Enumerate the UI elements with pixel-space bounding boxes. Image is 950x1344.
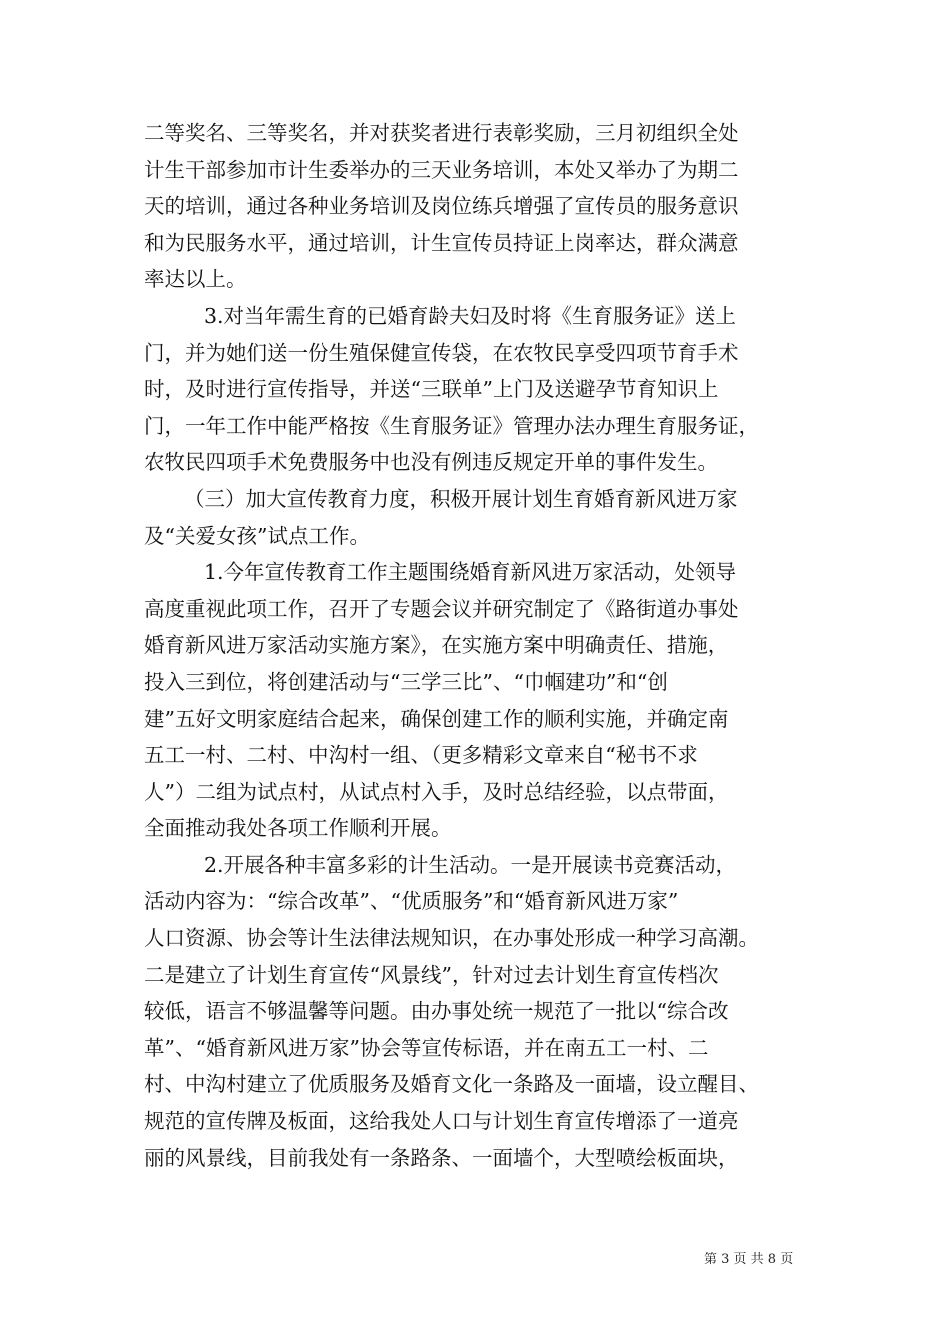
text-line-5: 率达以上。 [144,267,247,292]
text-line-28: 规范的宣传牌及板面，这给我处人口与计划生育宣传增添了一道亮 [144,1109,739,1134]
text-line-22: 活动内容为：“综合改革”、“优质服务”和“婚育新风进万家” [144,889,679,914]
text-line-1: 二等奖名、三等奖名，并对获奖者进行表彰奖励，三月初组织全处 [144,121,739,145]
text-line-9: 门，一年工作中能严格按《生育服务证》管理办法办理生育服务证， [144,413,759,438]
text-line-3: 天的培训，通过各种业务培训及岗位练兵增强了宣传员的服务意识 [144,194,739,219]
section-heading-3: （三）加大宣传教育力度，积极开展计划生育婚育新风进万家 [184,486,738,511]
text-line-24: 二是建立了计划生育宣传“风景线”，针对过去计划生育宣传档次 [144,962,719,987]
text-line-8: 时，及时进行宣传指导，并送“三联单”上门及送避孕节育知识上 [144,377,719,402]
text-line-14: 高度重视此项工作，召开了专题会议并研究制定了《路街道办事处 [144,596,739,621]
text-line-6: 3.对当年需生育的已婚育龄夫妇及时将《生育服务证》送上 [204,303,737,328]
text-line-26: 革”、“婚育新风进万家”协会等宣传标语，并在南五工一村、二 [144,1035,709,1060]
text-line-16: 投入三到位，将创建活动与“三学三比”、“巾帼建功”和“创 [144,669,668,694]
document-body [144,115,806,1176]
text-line-20: 全面推动我处各项工作顺利开展。 [144,816,452,841]
page-number: 第 3 页 共 8 页 [704,1252,794,1267]
text-line-2: 计生干部参加市计生委举办的三天业务培训，本处又举办了为期二 [144,157,739,182]
text-line-19: 人”）二组为试点村，从试点村入手，及时总结经验，以点带面， [144,779,729,804]
text-line-25: 较低，语言不够温馨等问题。由办事处统一规范了一批以“综合改 [144,999,729,1024]
text-line-29: 丽的风景线，目前我处有一条路条、一面墙个，大型喷绘板面块， [144,1145,739,1170]
text-line-18: 五工一村、二村、中沟村一组、（更多精彩文章来自“秘书不求 [144,743,698,768]
text-line-17: 建”五好文明家庭结合起来，确保创建工作的顺利实施，并确定南 [144,706,729,731]
text-line-12: 及“关爱女孩”试点工作。 [144,523,370,548]
text-line-23: 人口资源、协会等计生法律法规知识，在办事处形成一种学习高潮。 [144,926,759,951]
text-line-4: 和为民服务水平，通过培训，计生宣传员持证上岗率达，群众满意 [144,230,739,255]
text-line-7: 门，并为她们送一份生殖保健宣传袋，在农牧民享受四项节育手术 [144,340,739,365]
text-line-10: 农牧民四项手术免费服务中也没有例违反规定开单的事件发生。 [144,450,718,475]
text-line-21: 2.开展各种丰富多彩的计生活动。一是开展读书竞赛活动， [204,852,737,877]
text-line-13: 1.今年宣传教育工作主题围绕婚育新风进万家活动，处领导 [204,560,737,585]
text-line-27: 村、中沟村建立了优质服务及婚育文化一条路及一面墙，设立醒目、 [144,1072,759,1097]
text-line-15: 婚育新风进万家活动实施方案》，在实施方案中明确责任、措施， [144,633,729,658]
